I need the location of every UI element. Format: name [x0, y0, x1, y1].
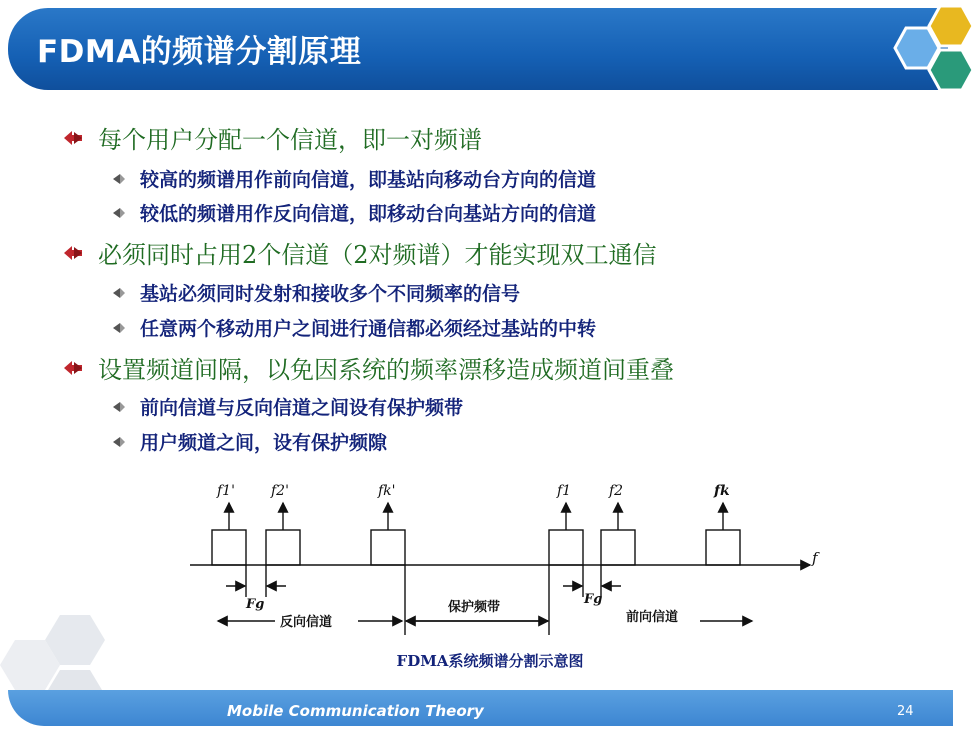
sub-bullet-icon [112, 401, 126, 413]
bullet-level2 [112, 199, 596, 226]
section-text: 设置频道间隔，以免因系统的频率漂移造成频道间重叠 [98, 356, 674, 384]
gap-label: Fg [584, 592, 603, 607]
bullet-level1 [62, 120, 482, 155]
sub-item-text: 前向信道与反向信道之间设有保护频带 [140, 397, 464, 419]
hexagon-decoration-icon [870, 0, 980, 110]
channel-block [549, 530, 583, 565]
sub-bullet-icon [112, 436, 126, 448]
sub-bullet-icon [112, 173, 126, 185]
reverse-channel-label: 反向信道 [280, 615, 333, 630]
diagram-caption: FDMA系统频谱分割示意图 [396, 652, 584, 670]
channel-block [706, 530, 740, 565]
guard-band-label: 保护频带 [448, 600, 501, 615]
channel-label: fk' [378, 483, 396, 499]
fdma-spectrum-diagram [180, 475, 820, 635]
sub-item-text: 任意两个移动用户之间进行通信都必须经过基站的中转 [140, 318, 597, 340]
bullet-level2 [112, 314, 596, 341]
channel-label: f1 [557, 483, 572, 499]
sub-item-text: 用户频道之间，设有保护频隙 [140, 432, 388, 454]
section-text: 每个用户分配一个信道，即一对频谱 [98, 126, 482, 154]
bullet-arrow-icon [62, 245, 84, 261]
sub-bullet-icon [112, 287, 126, 299]
sub-item-text: 较低的频谱用作反向信道，即移动台向基站方向的信道 [140, 203, 597, 225]
channel-label: f1' [217, 483, 235, 499]
course-title: Mobile Communication Theory [227, 702, 484, 720]
bullet-arrow-icon [62, 360, 84, 376]
gap-label: Fg [246, 597, 265, 612]
axis-label: f [812, 549, 818, 567]
bullet-level2 [112, 393, 463, 420]
channel-label: fk [714, 483, 730, 499]
sub-item-text: 较高的频谱用作前向信道，即基站向移动台方向的信道 [140, 169, 597, 191]
page-number: 24 [897, 704, 914, 719]
bullet-arrow-icon [62, 130, 84, 146]
channel-block [601, 530, 635, 565]
section-text: 必须同时占用2个信道（2对频谱）才能实现双工通信 [98, 241, 657, 269]
channel-label: f2 [609, 483, 624, 499]
channel-block [266, 530, 300, 565]
channel-block [371, 530, 405, 565]
sub-item-text: 基站必须同时发射和接收多个不同频率的信号 [140, 283, 521, 305]
sub-bullet-icon [112, 322, 126, 334]
forward-channel-label: 前向信道 [626, 610, 679, 625]
bullet-level2 [112, 428, 387, 455]
bullet-level1 [62, 235, 657, 270]
channel-block [212, 530, 246, 565]
bullet-level2 [112, 279, 520, 306]
bullet-level1 [62, 350, 674, 385]
bullet-level2 [112, 165, 596, 192]
sub-bullet-icon [112, 207, 126, 219]
slide-title: FDMA的频谱分割原理 [37, 34, 362, 70]
channel-label: f2' [271, 483, 289, 499]
